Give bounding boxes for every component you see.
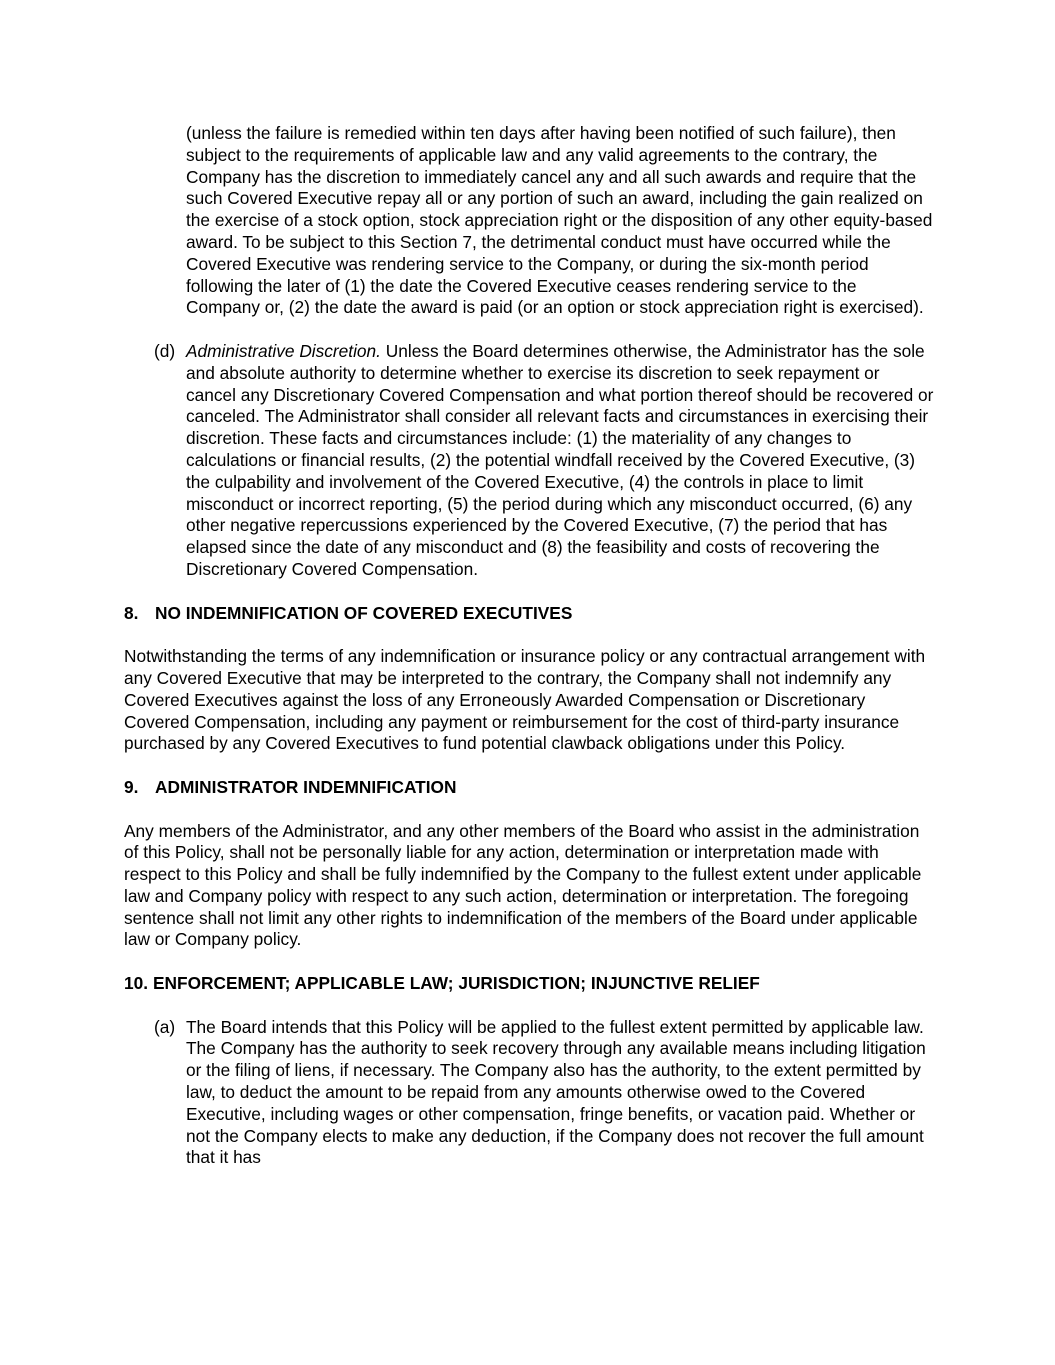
section-heading-9 <box>124 777 934 799</box>
section-number: 8. <box>124 602 139 623</box>
list-item-a <box>154 1016 934 1170</box>
document-body <box>124 123 934 1191</box>
section-title: NO INDEMNIFICATION OF COVERED EXECUTIVES <box>155 602 573 623</box>
list-item-text: The Board intends that this Policy will be applied to the fullest extent permitted by applicable law. The Company has the authority to seek recovery through any available means including litigation or the filing of liens, if necessary. The Company also has the authority, to the extent permitted by law, to deduct the amount to be repaid from any amounts otherwise owed to the Covered Executive, including wages or other compensation, fringe benefits, or vacation paid. Whether or not the Company elects to make any deduction, if the Company does not recover the full amount that it has <box>186 1016 926 1168</box>
section-8-paragraph: Notwithstanding the terms of any indemnification or insurance policy or any contractual arrangement with any Covered Executive that may be interpreted to the contrary, the Company shall not indemnify any Covered Executives against the loss of any Erroneously Awarded Compensation or Discretionary Covered Compensation, including any payment or reimbursement for the cost of third-party insurance purchased by any Covered Executives to fund potential clawback obligations under this Policy. <box>124 646 926 754</box>
section-number: 9. <box>124 776 139 797</box>
list-item-body: Unless the Board determines otherwise, the Administrator has the sole and absolute authority to determine whether to exercise its discretion to seek repayment or cancel any Discretionary Covered Compensation and what portion thereof should be recovered or canceled. The Administrator shall consider all relevant facts and circumstances in exercising their discretion. These facts and circumstances include: (1) the materiality of any changes to calculations or financial results, (2) the potential windfall received by the Covered Executive, (3) the culpability and involvement of the Covered Executive, (4) the controls in place to limit misconduct or incorrect reporting, (5) the period during which any misconduct occurred, (6) any other negative repercussions experienced by the Covered Executive, (7) the period that has elapsed since the date of any misconduct and (8) the feasibility and costs of recovering the Discretionary Covered Compensation. <box>186 340 934 579</box>
list-item-title: Administrative Discretion. <box>186 340 381 361</box>
section-number: 10. <box>124 973 149 994</box>
section-title: ENFORCEMENT; APPLICABLE LAW; JURISDICTION; INJUNCTIVE RELIEF <box>153 973 760 994</box>
list-item-d <box>154 340 934 581</box>
section-heading-8 <box>124 603 934 625</box>
section-9-paragraph: Any members of the Administrator, and any other members of the Board who assist in the administration of this Policy, shall not be personally liable for any action, determination or interpretation made with respect to this Policy and shall be fully indemnified by the Company to the fullest extent under applicable law and Company policy with respect to any such action, determination or interpretation. The foregoing sentence shall not limit any other rights to indemnification of the members of the Board under applicable law or Company policy. <box>124 820 922 950</box>
continued-paragraph: (unless the failure is remedied within ten days after having been notified of such failure), then subject to the requirements of applicable law and any valid agreements to the contrary, the Company has the discretion to immediately cancel any and all such awards and require that the such Covered Executive repay all or any portion of such an award, including the gain realized on the exercise of a stock option, stock appreciation right or the disposition of any other equity-based award. To be subject to this Section 7, the detrimental conduct must have occurred while the Covered Executive was rendering service to the Company, or during the six-month period following the later of (1) the date the Covered Executive ceases rendering service to the Company or, (2) the date the award is paid (or an option or stock appreciation right is exercised). <box>186 123 933 318</box>
section-title: ADMINISTRATOR INDEMNIFICATION <box>155 776 457 797</box>
section-heading-10 <box>124 973 934 995</box>
list-item-label: (a) <box>154 1016 176 1037</box>
list-item-text <box>186 341 934 581</box>
list-item-label: (d) <box>154 340 176 361</box>
